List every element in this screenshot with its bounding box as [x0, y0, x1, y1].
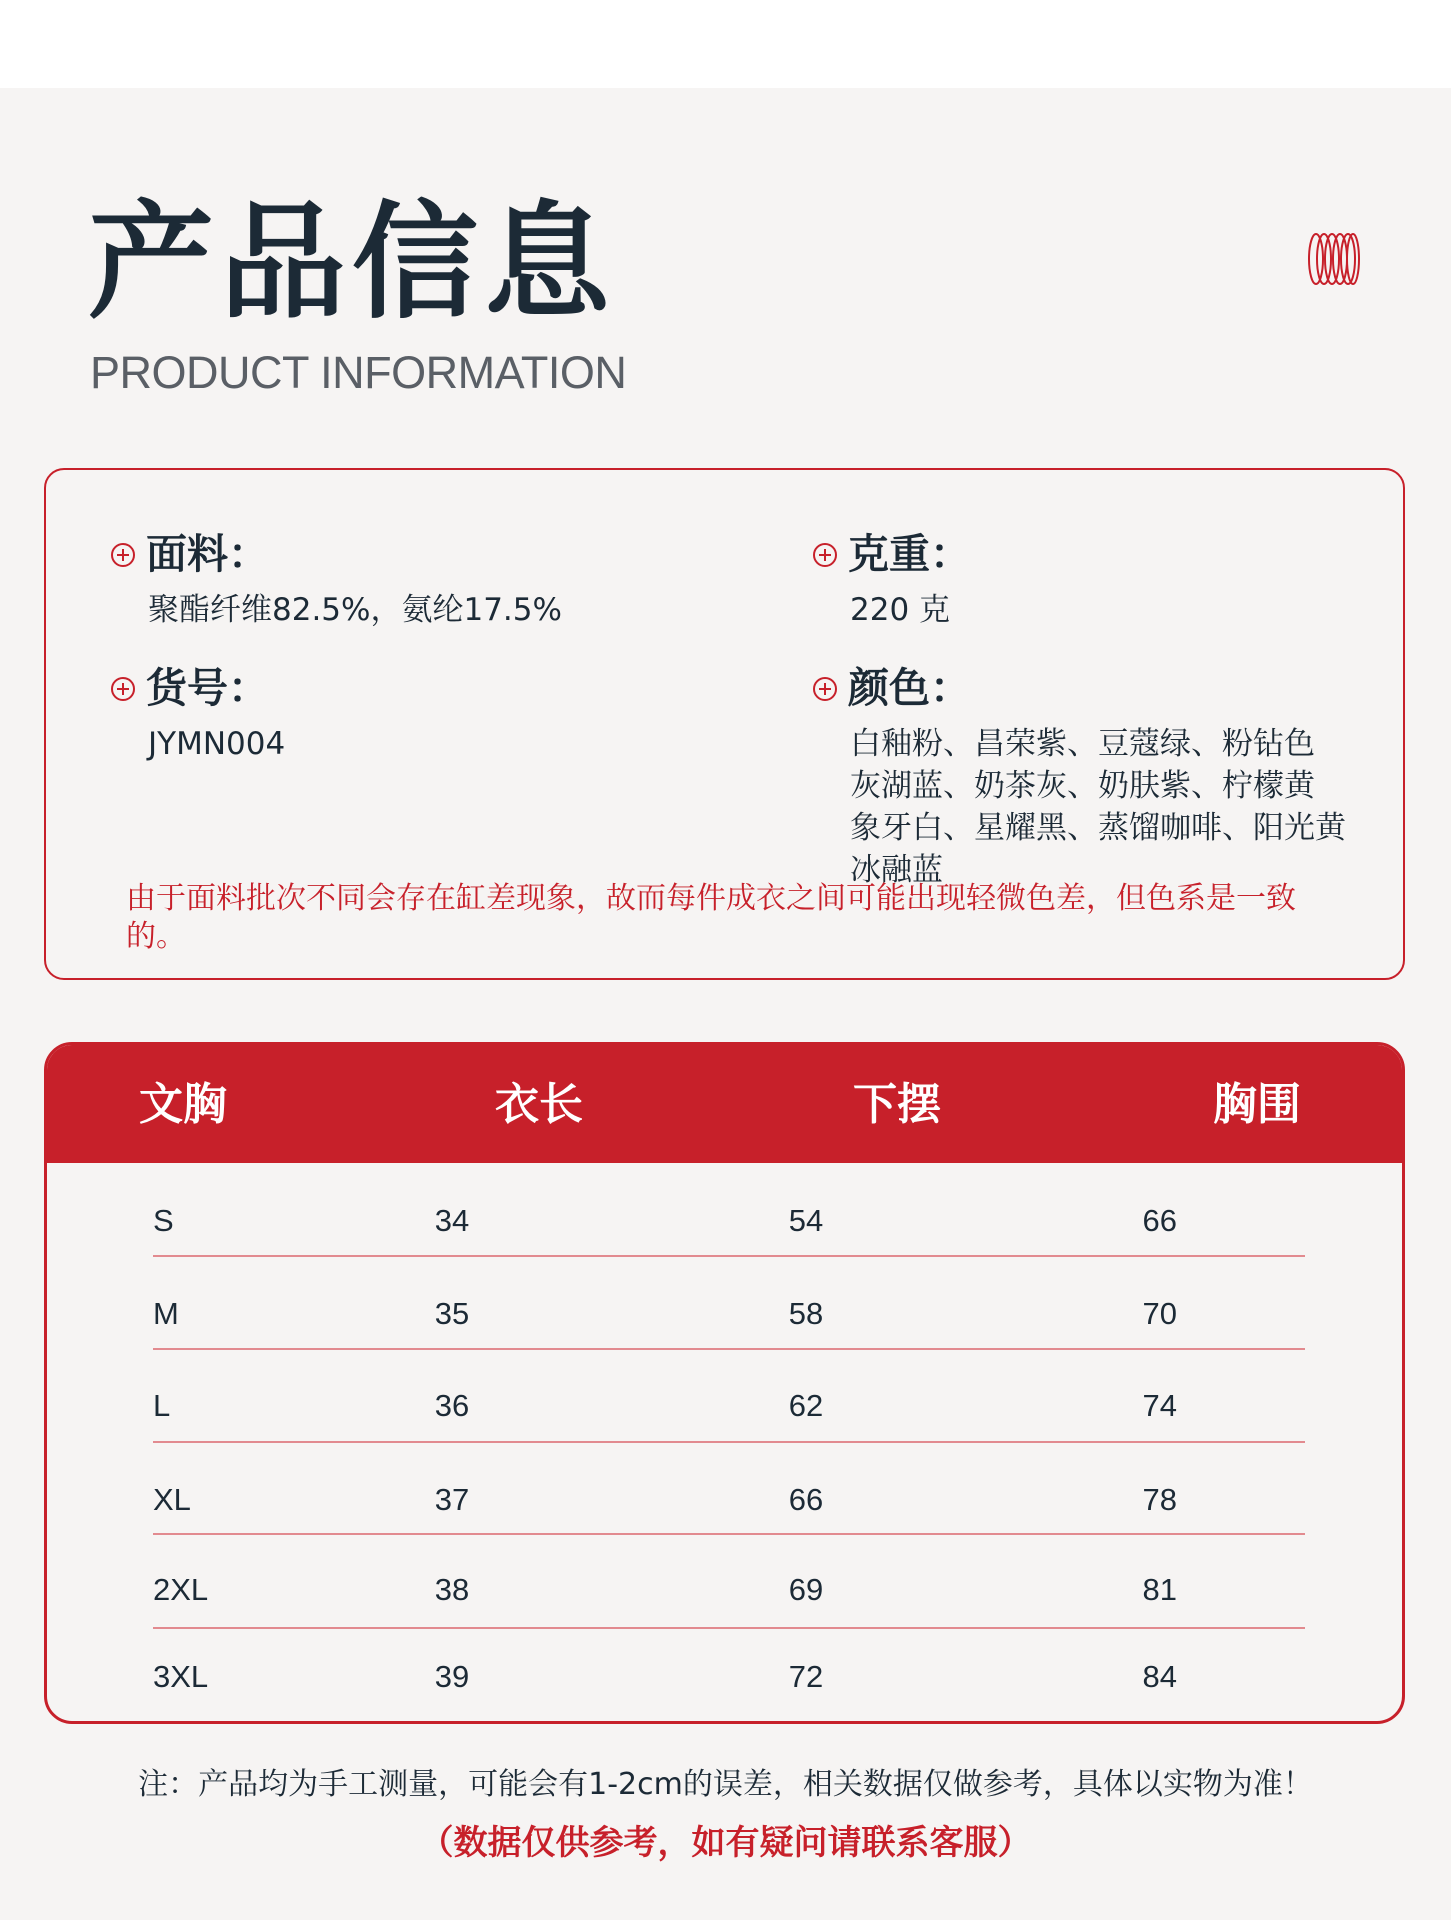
size-cell: S: [153, 1203, 174, 1238]
table-row: [47, 1196, 1402, 1246]
hem-cell: 66: [788, 1482, 824, 1517]
color-line: 象牙白、星耀黑、蒸馏咖啡、阳光黄: [850, 810, 1346, 846]
row-divider: [153, 1533, 1305, 1535]
table-row: [47, 1289, 1402, 1339]
fabric-info: [110, 530, 562, 631]
item-number-value: JYMN004: [148, 726, 286, 762]
contact-note: （数据仅供参考，如有疑问请联系客服）: [419, 1823, 1032, 1863]
hem-cell: 72: [788, 1659, 824, 1694]
weight-info: [812, 530, 971, 631]
colors-info: [812, 664, 1346, 891]
header-bra: 文胸: [139, 1079, 227, 1130]
plus-circle-icon: [812, 676, 838, 702]
length-cell: 36: [434, 1388, 470, 1423]
length-cell: 35: [434, 1296, 470, 1331]
size-cell: XL: [153, 1482, 191, 1517]
plus-circle-icon: [110, 676, 136, 702]
size-cell: 2XL: [153, 1572, 209, 1607]
chest-cell: 84: [1142, 1659, 1177, 1694]
color-line: 冰融蓝: [850, 852, 943, 888]
size-cell: L: [153, 1388, 171, 1423]
fabric-value: 聚酯纤维82.5%，氨纶17.5%: [148, 592, 562, 628]
item-number-label: 货号：: [146, 664, 269, 712]
table-row: [47, 1565, 1402, 1615]
chest-cell: 66: [1142, 1203, 1177, 1238]
row-divider: [153, 1627, 1305, 1629]
chest-cell: 74: [1142, 1388, 1177, 1423]
chest-cell: 81: [1142, 1572, 1177, 1607]
length-cell: 38: [434, 1572, 470, 1607]
size-cell: 3XL: [153, 1659, 209, 1694]
colors-label: 颜色：: [848, 664, 971, 712]
color-variation-note: 由于面料批次不同会存在缸差现象，故而每件成衣之间可能出现轻微色差，但色系是一致的。: [126, 881, 1296, 954]
measurement-note: 注：产品均为手工测量，可能会有1-2cm的误差，相关数据仅做参考，具体以实物为准！: [138, 1767, 1313, 1802]
table-header: [47, 1045, 1402, 1163]
page-title: 产品信息: [88, 189, 616, 336]
color-line: 白釉粉、昌荣紫、豆蔻绿、粉钻色: [850, 726, 1315, 762]
plus-circle-icon: [812, 542, 838, 568]
weight-value: 220 克: [850, 592, 951, 628]
page-subtitle: PRODUCT INFORMATION: [90, 347, 627, 398]
header-hem: 下摆: [853, 1079, 941, 1130]
row-divider: [153, 1255, 1305, 1257]
size-table: [44, 1042, 1405, 1724]
coil-icon: [1306, 230, 1362, 288]
length-cell: 39: [434, 1659, 470, 1694]
length-cell: 34: [434, 1203, 470, 1238]
header-chest: 胸围: [1213, 1079, 1301, 1130]
row-divider: [153, 1441, 1305, 1443]
hem-cell: 54: [788, 1203, 824, 1238]
plus-circle-icon: [110, 542, 136, 568]
color-line: 灰湖蓝、奶茶灰、奶肤紫、柠檬黄: [850, 768, 1315, 804]
table-row: [47, 1475, 1402, 1525]
hem-cell: 69: [788, 1572, 824, 1607]
chest-cell: 70: [1142, 1296, 1177, 1331]
table-row: [47, 1381, 1402, 1431]
length-cell: 37: [434, 1482, 470, 1517]
chest-cell: 78: [1142, 1482, 1177, 1517]
item-number-info: [110, 664, 286, 765]
header-length: 衣长: [495, 1079, 583, 1130]
fabric-label: 面料：: [146, 530, 269, 578]
product-info-card: [44, 468, 1405, 980]
weight-label: 克重：: [848, 530, 971, 578]
row-divider: [153, 1348, 1305, 1350]
size-cell: M: [153, 1296, 179, 1331]
hem-cell: 62: [788, 1388, 824, 1423]
table-row: [47, 1652, 1402, 1702]
hem-cell: 58: [788, 1296, 824, 1331]
colors-value: [850, 723, 1346, 891]
